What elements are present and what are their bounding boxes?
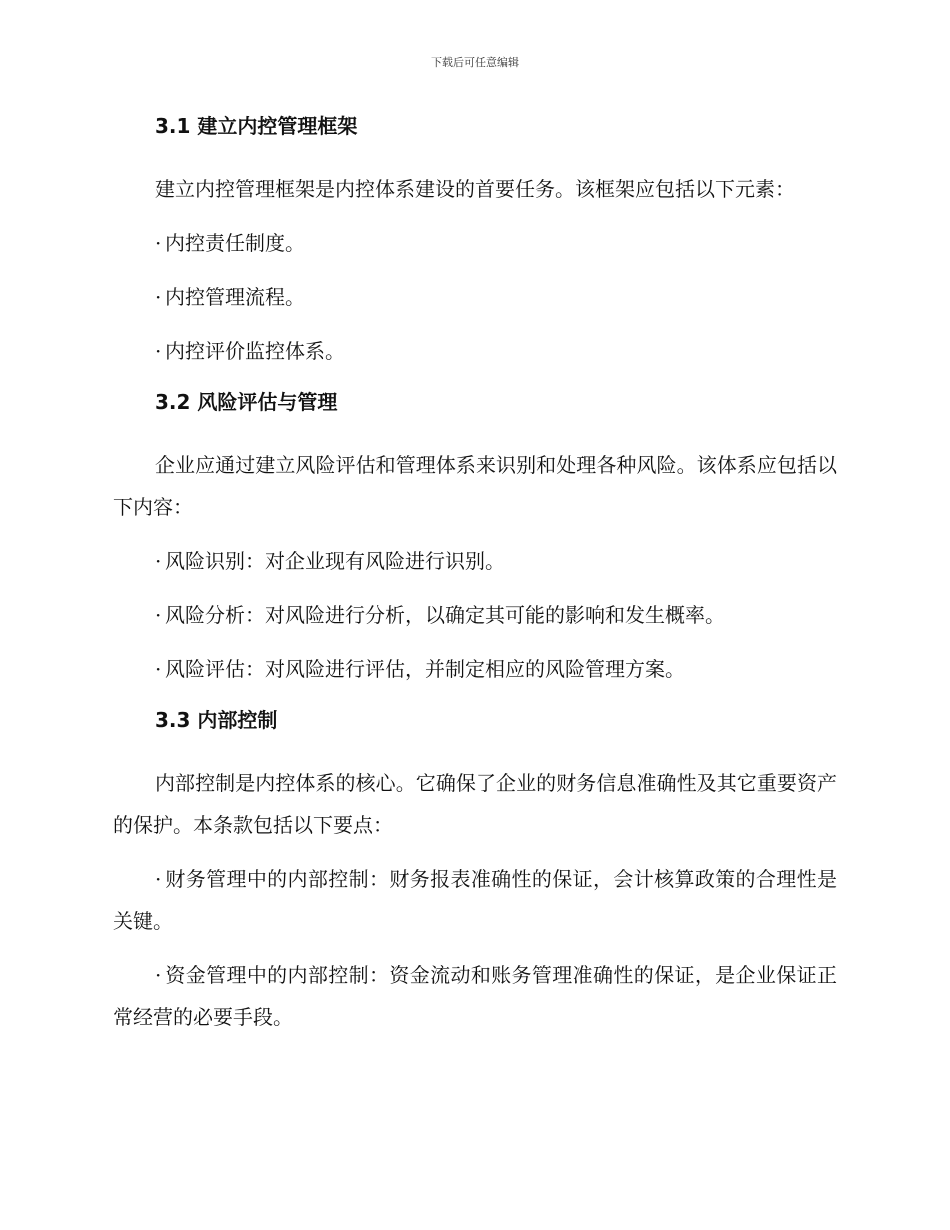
bullet-icon: · [155, 549, 162, 573]
list-item [113, 222, 837, 264]
list-item-text: 风险分析：对风险进行分析，以确定其可能的影响和发生概率。 [165, 603, 725, 627]
bullet-icon: · [155, 285, 162, 309]
list-item-text: 内控评价监控体系。 [165, 339, 345, 363]
section-heading-3-3: 3.3 内部控制 [155, 708, 278, 732]
list-item-text: 财务管理中的内部控制：财务报表准确性的保证，会计核算政策的合理性是关键。 [113, 867, 837, 933]
bullet-icon: · [155, 231, 162, 255]
list-item-text: 资金管理中的内部控制：资金流动和账务管理准确性的保证，是企业保证正常经营的必要手段。 [113, 963, 837, 1029]
section-intro-3-1: 建立内控管理框架是内控体系建设的首要任务。该框架应包括以下元素： [155, 177, 795, 201]
bullet-icon: · [155, 657, 162, 681]
bullet-icon: · [155, 339, 162, 363]
page-header: 下载后可任意编辑 [431, 56, 519, 69]
bullet-icon: · [155, 603, 162, 627]
list-item-text: 内控责任制度。 [165, 231, 305, 255]
list-item [113, 648, 837, 690]
list-item [113, 540, 837, 582]
list-item-text: 风险评估：对风险进行评估，并制定相应的风险管理方案。 [165, 657, 685, 681]
section-heading-3-1: 3.1 建立内控管理框架 [155, 114, 358, 138]
list-item-text: 风险识别：对企业现有风险进行识别。 [165, 549, 505, 573]
section-intro-3-2: 企业应通过建立风险评估和管理体系来识别和处理各种风险。该体系应包括以下内容： [113, 453, 837, 519]
list-item [113, 276, 837, 318]
list-item-text: 内控管理流程。 [165, 285, 305, 309]
list-item [113, 858, 837, 942]
list-item [113, 330, 837, 372]
bullet-icon: · [155, 867, 162, 891]
section-heading-3-2: 3.2 风险评估与管理 [155, 390, 338, 414]
document-body [113, 108, 837, 1050]
bullet-icon: · [155, 963, 162, 987]
list-item [113, 954, 837, 1038]
list-item [113, 594, 837, 636]
section-intro-3-3: 内部控制是内控体系的核心。它确保了企业的财务信息准确性及其它重要资产的保护。本条款包括以下要点： [113, 771, 837, 837]
